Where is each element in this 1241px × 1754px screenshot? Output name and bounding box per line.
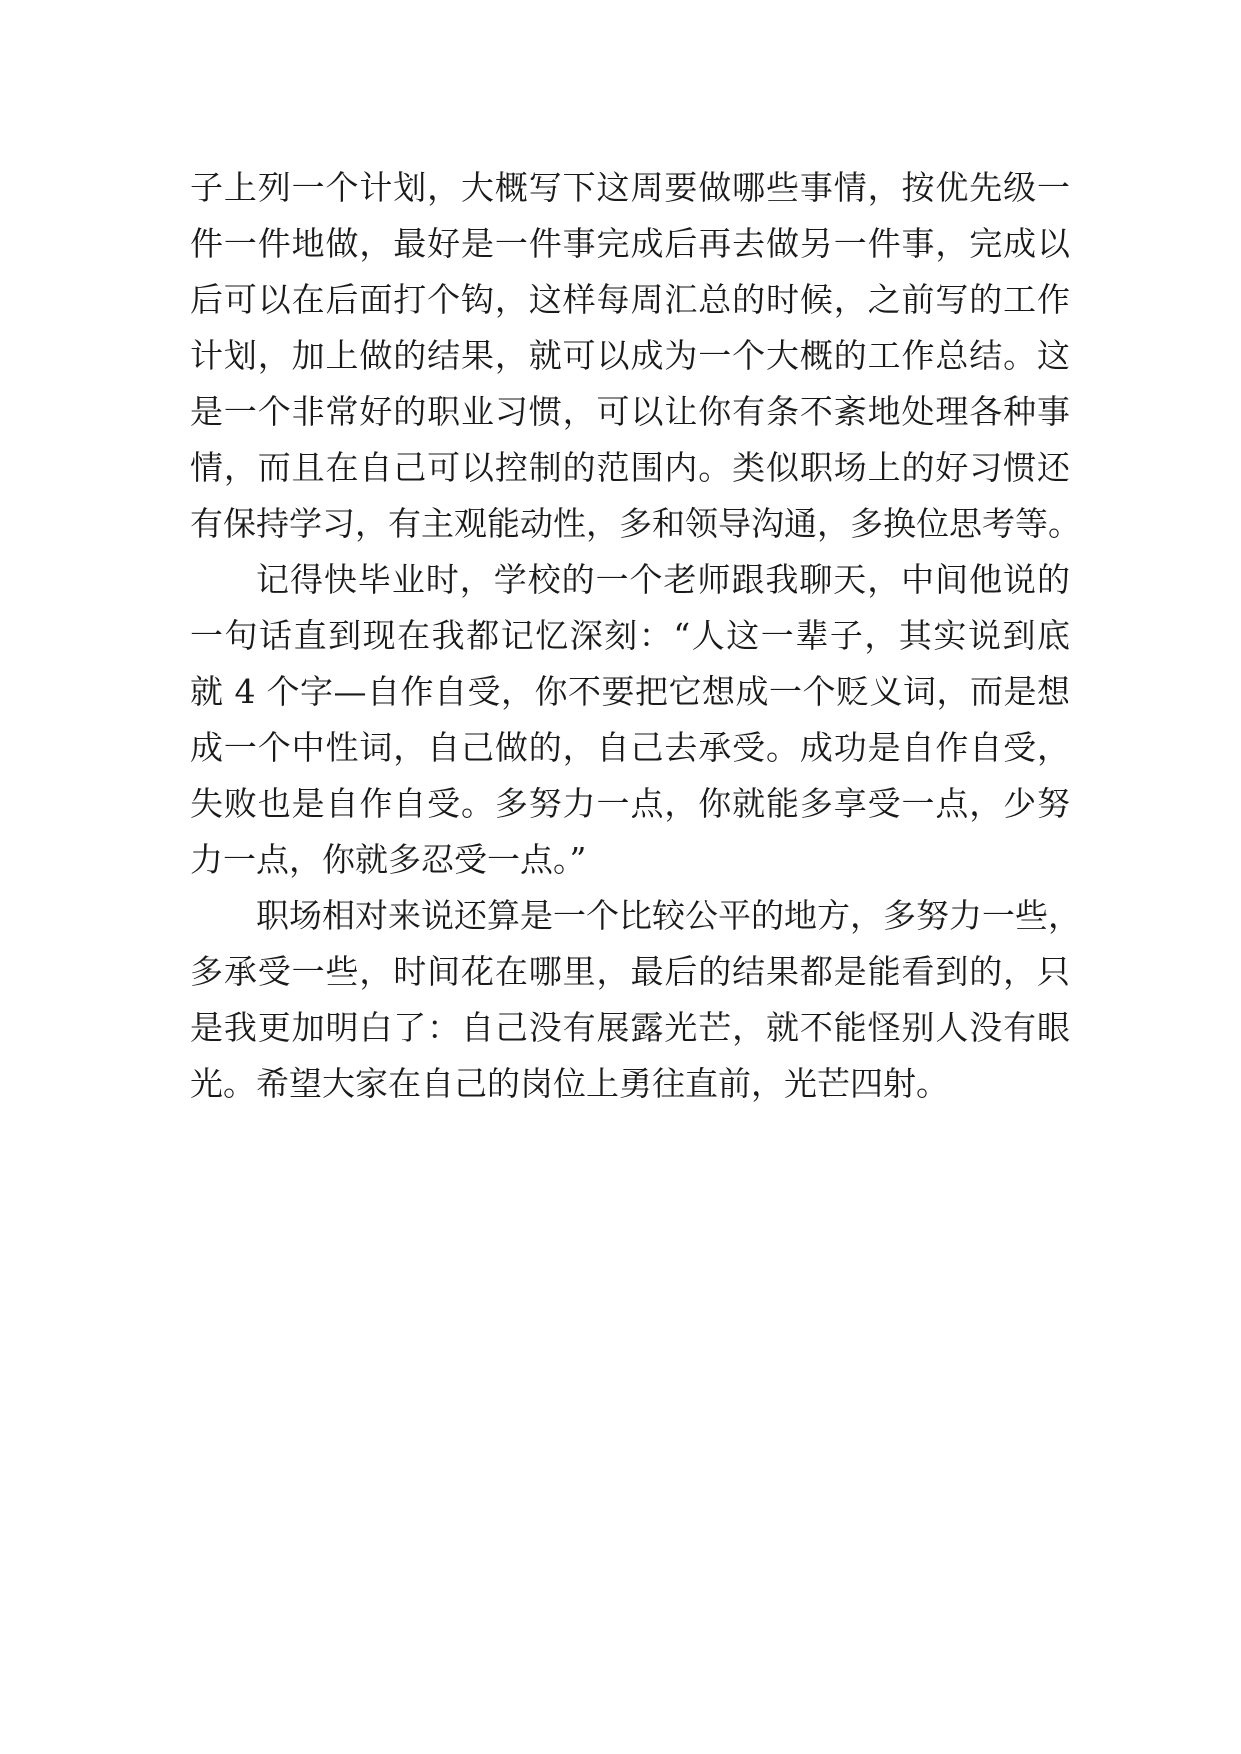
paragraph-2-line-4: 成一个中性词，自己做的，自己去承受。成功是自作自受， (190, 728, 1070, 767)
paragraph-1-line-6: 情，而且在自己可以控制的范围内。类似职场上的好习惯还 (190, 448, 1070, 487)
paragraph-2-line-6: 力一点，你就多忍受一点。” (190, 840, 587, 879)
paragraph-1-line-2: 件一件地做，最好是一件事完成后再去做另一件事，完成以 (190, 224, 1070, 263)
paragraph-1-line-3: 后可以在后面打个钩，这样每周汇总的时候，之前写的工作 (190, 280, 1070, 319)
body-text (190, 160, 1081, 1112)
paragraph-1-line-7: 有保持学习，有主观能动性，多和领导沟通，多换位思考等。 (190, 504, 1081, 543)
paragraph-2-line-1: 记得快毕业时，学校的一个老师跟我聊天，中间他说的 (256, 560, 1070, 599)
paragraph-2-line-5: 失败也是自作自受。多努力一点，你就能多享受一点，少努 (190, 784, 1070, 823)
paragraph-2-line-2: 一句话直到现在我都记忆深刻：“人这一辈子，其实说到底 (190, 616, 1070, 655)
paragraph-1-line-4: 计划，加上做的结果，就可以成为一个大概的工作总结。这 (190, 336, 1070, 375)
paragraph-1-line-5: 是一个非常好的职业习惯，可以让你有条不紊地处理各种事 (190, 392, 1070, 431)
paragraph-1-line-1: 子上列一个计划，大概写下这周要做哪些事情，按优先级一 (190, 168, 1070, 207)
paragraph-3-line-4: 光。希望大家在自己的岗位上勇往直前，光芒四射。 (190, 1064, 949, 1103)
paragraph-3-line-3: 是我更加明白了：自己没有展露光芒，就不能怪别人没有眼 (190, 1008, 1070, 1047)
paragraph-2-line-3: 就 4 个字—自作自受，你不要把它想成一个贬义词，而是想 (190, 672, 1070, 711)
paragraph-3-line-1: 职场相对来说还算是一个比较公平的地方，多努力一些， (256, 896, 1081, 935)
paragraph-3-line-2: 多承受一些，时间花在哪里，最后的结果都是能看到的，只 (190, 952, 1070, 991)
